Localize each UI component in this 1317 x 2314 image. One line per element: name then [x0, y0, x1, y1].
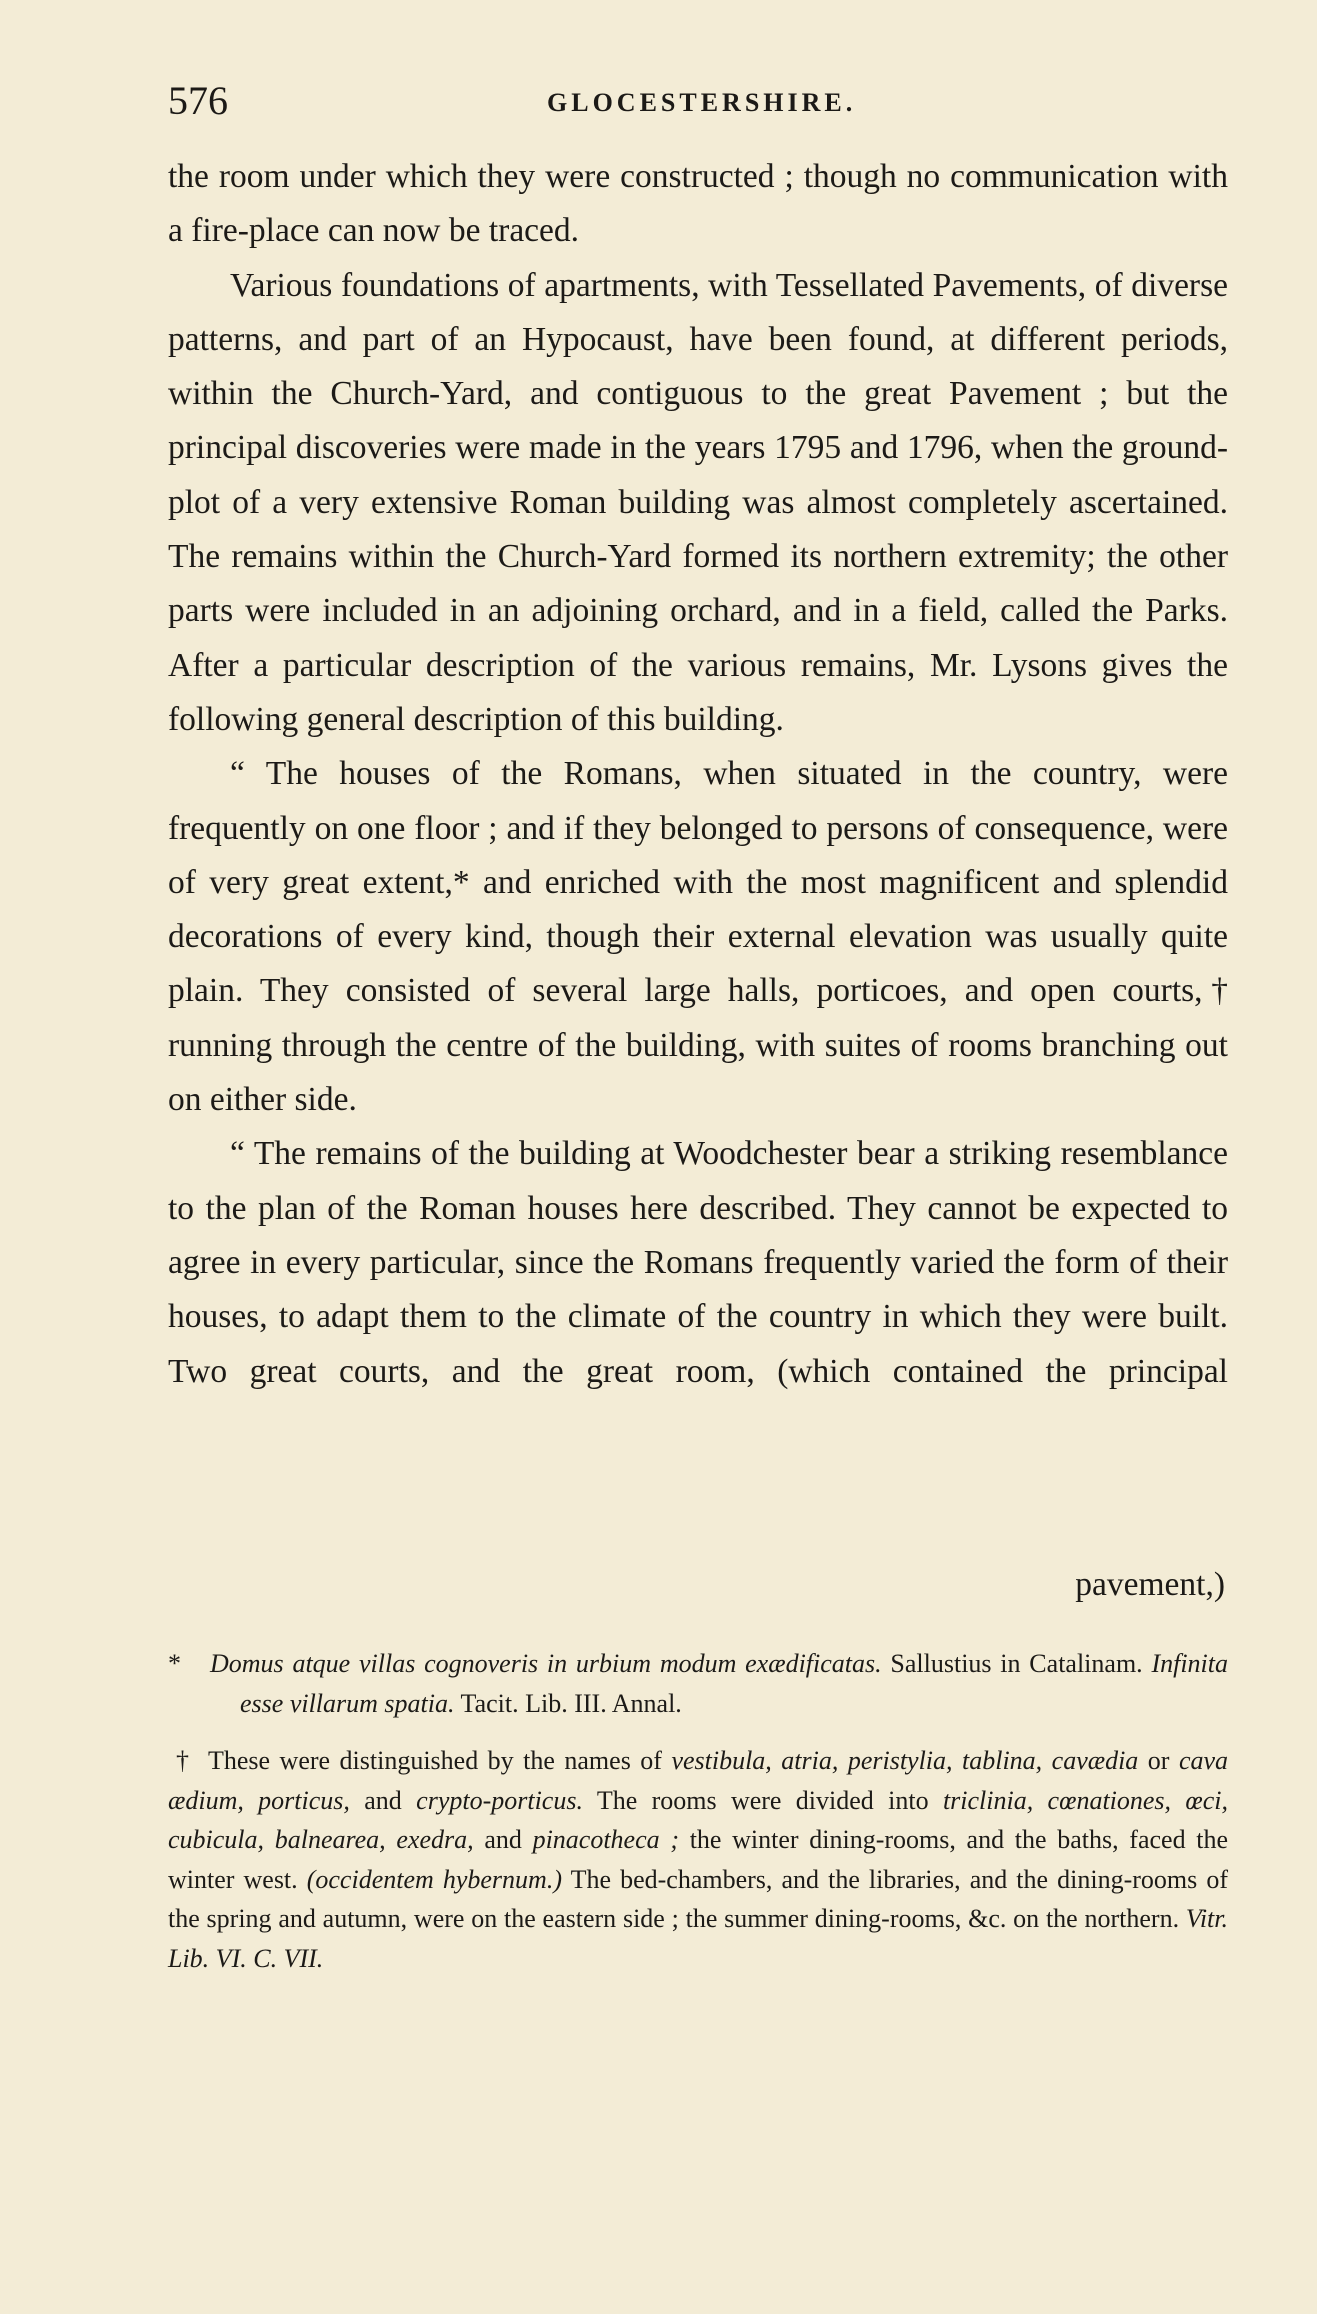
footnote-2-terms-4: crypto-porticus. — [416, 1785, 583, 1815]
running-title: GLOCESTERSHIRE. — [547, 88, 857, 117]
paragraph-2: Various foundations of apartments, with Tessellated Pavements, of diverse patterns, and part of an Hypocaust, have been found, at different periods, within the Church-Yard, and contiguous to the great Pavement ; but the principal discoveries were made in the years 1795 and 1796, when the ground-plot of a very extensive Roman building was almost completely ascertained. The remains within the Church-Yard formed its northern extremity; the other parts were included in an adjoining orchard, and in a field, called the Parks. After a particular description of the various remains, Mr. Lysons gives the following general description of this building. — [168, 266, 1228, 738]
footnote-2-text-4: The rooms were divided into — [596, 1785, 929, 1815]
main-text — [168, 150, 1228, 1399]
footnote-1-source: Sallustius in Catalinam. — [890, 1649, 1143, 1678]
footnote-2-terms-3: cava ædium, porticus, — [168, 1746, 1229, 1815]
paragraph-4: “ The remains of the building at Woodchester bear a striking resemblance to the plan of the Roman houses here described. They cannot be expected to agree in every particular, since the Romans frequently varied the form of their houses, to adapt them to the climate of the country in which they were built. Two great courts, and the great room, (which contained the principal — [168, 1135, 1228, 1390]
paragraph-3: “ The houses of the Romans, when situated in the country, were frequently on one floor ; and if they belonged to persons of consequence, were of very great extent,* and enriched with the most magnificent and splendid decorations of every kind, though their external elevation was usually quite plain. They consisted of several large halls, porticoes, and open courts,† running through the centre of the building, with suites of rooms branching out on either side. — [168, 755, 1228, 1119]
footnote-mark-dagger: † — [176, 1746, 189, 1775]
page-number: 576 — [168, 78, 228, 123]
footnote-mark-asterisk: * — [168, 1649, 181, 1678]
footnote-2-text-3: and — [364, 1785, 402, 1815]
footnote-2-text-6: the winter dining-rooms, and the baths, faced the winter west. — [168, 1825, 1229, 1894]
running-head — [168, 76, 1228, 126]
footnote-1-source-2: Tacit. Lib. III. Annal. — [460, 1688, 682, 1718]
paragraph-1: the room under which they were constructed ; though no communication with a fire-place can now be traced. — [168, 158, 1228, 250]
footnote-2-text-5: and — [484, 1825, 522, 1854]
footnote-1-quote: Domus atque villas cognoveris in urbium modum exædificatas. — [210, 1649, 882, 1678]
footnote-2-text-1: These were distinguished by the names of — [208, 1746, 662, 1775]
footnote-2-terms-6: pinacotheca ; — [532, 1825, 679, 1854]
footnote-1-quote-2: Infinita esse villarum spatia. — [240, 1649, 1229, 1718]
footnote-2-terms-1: vestibula, atria, peristylia, tablina, — [671, 1746, 1043, 1775]
footnote-1 — [168, 1644, 1228, 1723]
footnote-2 — [168, 1741, 1228, 1978]
footnote-2-terms-5: triclinia, cœnationes, œci, cubicula, balnearea, exedra, — [168, 1785, 1228, 1854]
footnotes — [168, 1644, 1228, 1996]
footnote-2-citation: Vitr. Lib. VI. C. VII. — [168, 1904, 1229, 1973]
footnote-2-text-2: or — [1147, 1746, 1170, 1775]
footnote-2-text-7: The bed-chambers, and the libraries, and the dining-rooms of the spring and autumn, were on the eastern side ; the summer dining-rooms, &c. on the northern. — [168, 1864, 1228, 1933]
catchword: pavement,) — [1075, 1566, 1225, 1603]
footnote-2-terms-2: cavædia — [1051, 1746, 1139, 1775]
footnote-2-terms-7: (occidentem hybernum.) — [306, 1864, 562, 1894]
